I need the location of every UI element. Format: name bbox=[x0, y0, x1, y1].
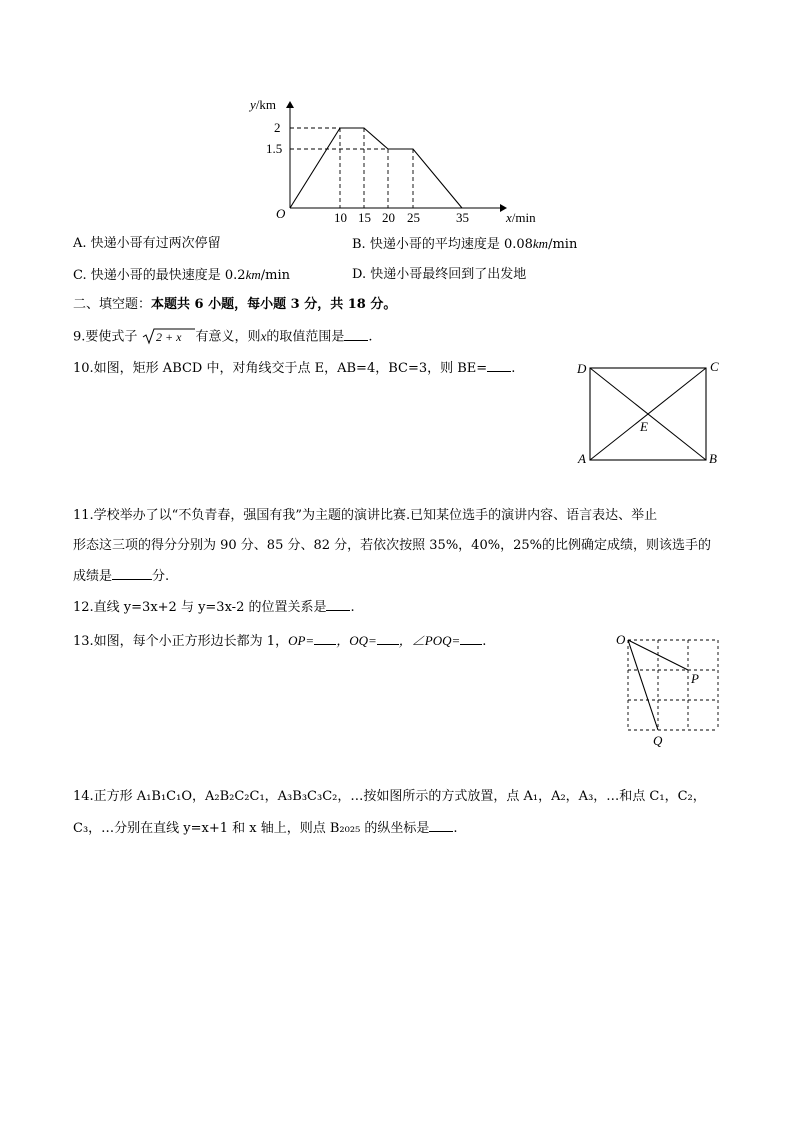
question-14-line-2 bbox=[73, 819, 458, 838]
vertex-a-label: A bbox=[578, 451, 586, 466]
option-c-unit: km bbox=[245, 267, 261, 282]
q12-end: . bbox=[350, 600, 355, 615]
q10-text: 10.如图，矩形 ABCD 中，对角线交于点 E，AB=4，BC=3，则 BE= bbox=[73, 361, 488, 376]
option-a[interactable]: A. 快递小哥有过两次停留 bbox=[73, 236, 221, 251]
vertex-b-label: B bbox=[709, 451, 717, 466]
x-axis-unit: /min bbox=[511, 210, 536, 225]
x-tick-35: 35 bbox=[456, 210, 469, 225]
q11-line3-suffix: 分. bbox=[152, 569, 170, 584]
option-d[interactable]: D. 快递小哥最终回到了出发地 bbox=[352, 267, 527, 282]
sqrt-expression bbox=[142, 327, 196, 347]
point-e-label: E bbox=[640, 419, 648, 434]
section-2-title-plain: 二、填空题： bbox=[73, 297, 152, 312]
q9-suffix-b: 的取值范围是 bbox=[266, 329, 345, 345]
point-o-label: O bbox=[616, 632, 626, 647]
q9-answer-blank[interactable] bbox=[344, 328, 368, 341]
y-axis-unit: /km bbox=[255, 97, 277, 112]
q13-angle-blank[interactable] bbox=[460, 632, 482, 645]
y-tick-1-5: 1.5 bbox=[266, 141, 283, 156]
q9-prefix: 9.要使式子 bbox=[73, 329, 138, 345]
question-10 bbox=[73, 359, 515, 378]
question-12 bbox=[73, 598, 355, 617]
option-c[interactable] bbox=[73, 266, 290, 285]
option-c-unit-suffix: /min bbox=[260, 268, 290, 283]
q12-answer-blank[interactable] bbox=[326, 598, 350, 611]
q13-oq-label: ，OQ= bbox=[336, 633, 377, 648]
q13-oq-blank[interactable] bbox=[377, 632, 399, 645]
q14-answer-blank[interactable] bbox=[429, 819, 453, 832]
option-c-text: C. 快递小哥的最快速度是 0.2 bbox=[73, 268, 246, 283]
unit-grid bbox=[628, 640, 718, 730]
grid-opq-figure bbox=[610, 630, 730, 750]
q14-line2-end: . bbox=[453, 821, 458, 836]
q10-answer-blank[interactable] bbox=[487, 359, 511, 372]
y-tick-2: 2 bbox=[274, 120, 281, 135]
option-b-text: B. 快递小哥的平均速度是 0.08 bbox=[352, 237, 533, 252]
section-2-title-bold: 本题共 6 小题，每小题 3 分，共 18 分。 bbox=[151, 297, 397, 312]
question-11-line-1: 11.学校举办了以“不负青春，强国有我”为主题的演讲比赛.已知某位选手的演讲内容、语言表达、举止 bbox=[73, 508, 658, 523]
question-9 bbox=[73, 327, 373, 347]
question-13 bbox=[73, 632, 486, 651]
q10-end: . bbox=[511, 361, 516, 376]
q11-line3-prefix: 成绩是 bbox=[73, 569, 113, 584]
q14-line2-prefix: C₃，…分别在直线 y=x+1 和 x 轴上，则点 B₂₀₂₅ 的纵坐标是 bbox=[73, 821, 430, 836]
y-axis-label: y bbox=[250, 97, 256, 112]
q13-op-blank[interactable] bbox=[314, 632, 336, 645]
x-tick-25: 25 bbox=[407, 210, 420, 225]
question-11-line-2: 形态这三项的得分分别为 90 分、85 分、82 分，若依次按照 35%，40%，25%的比例确定成绩，则该选手的 bbox=[73, 538, 711, 553]
point-p-label: P bbox=[691, 671, 699, 686]
radicand: 2 + x bbox=[155, 330, 181, 344]
q9-end: . bbox=[368, 329, 373, 345]
x-tick-20: 20 bbox=[382, 210, 395, 225]
origin-label: O bbox=[276, 206, 286, 221]
distance-curve bbox=[290, 128, 462, 208]
x-tick-15: 15 bbox=[358, 210, 371, 225]
svg-text:y/km bbox=[248, 97, 276, 112]
q11-answer-blank[interactable] bbox=[112, 567, 152, 580]
question-14-line-1: 14.正方形 A₁B₁C₁O，A₂B₂C₂C₁，A₃B₃C₃C₂，…按如图所示的方式放置，点 A₁，A₂，A₃，…和点 C₁，C₂， bbox=[73, 789, 706, 804]
q12-text: 12.直线 y=3x+2 与 y=3x-2 的位置关系是 bbox=[73, 600, 327, 615]
option-b-unit: km bbox=[532, 236, 549, 251]
vertex-c-label: C bbox=[710, 359, 719, 374]
q9-suffix-a: 有意义，则 bbox=[195, 329, 261, 345]
q13-op-label: OP= bbox=[288, 633, 315, 648]
option-b-unit-suffix: /min bbox=[548, 237, 578, 252]
q13-angle-label: ，∠POQ= bbox=[398, 633, 461, 648]
x-tick-10: 10 bbox=[334, 210, 347, 225]
rectangle-abcd-figure bbox=[572, 356, 732, 468]
point-q-label: Q bbox=[653, 733, 663, 748]
segment-oq bbox=[628, 640, 658, 730]
section-2-title bbox=[73, 296, 396, 314]
q13-end: . bbox=[482, 634, 487, 649]
q9-variable: x bbox=[260, 328, 267, 344]
svg-text:x/min bbox=[505, 210, 536, 225]
x-axis-label: x bbox=[506, 210, 512, 225]
option-b[interactable] bbox=[352, 235, 577, 254]
question-11-line-3 bbox=[73, 567, 169, 586]
distance-time-graph bbox=[240, 92, 560, 226]
q13-prefix: 13.如图，每个小正方形边长都为 1， bbox=[73, 634, 289, 649]
vertex-d-label: D bbox=[577, 361, 587, 376]
